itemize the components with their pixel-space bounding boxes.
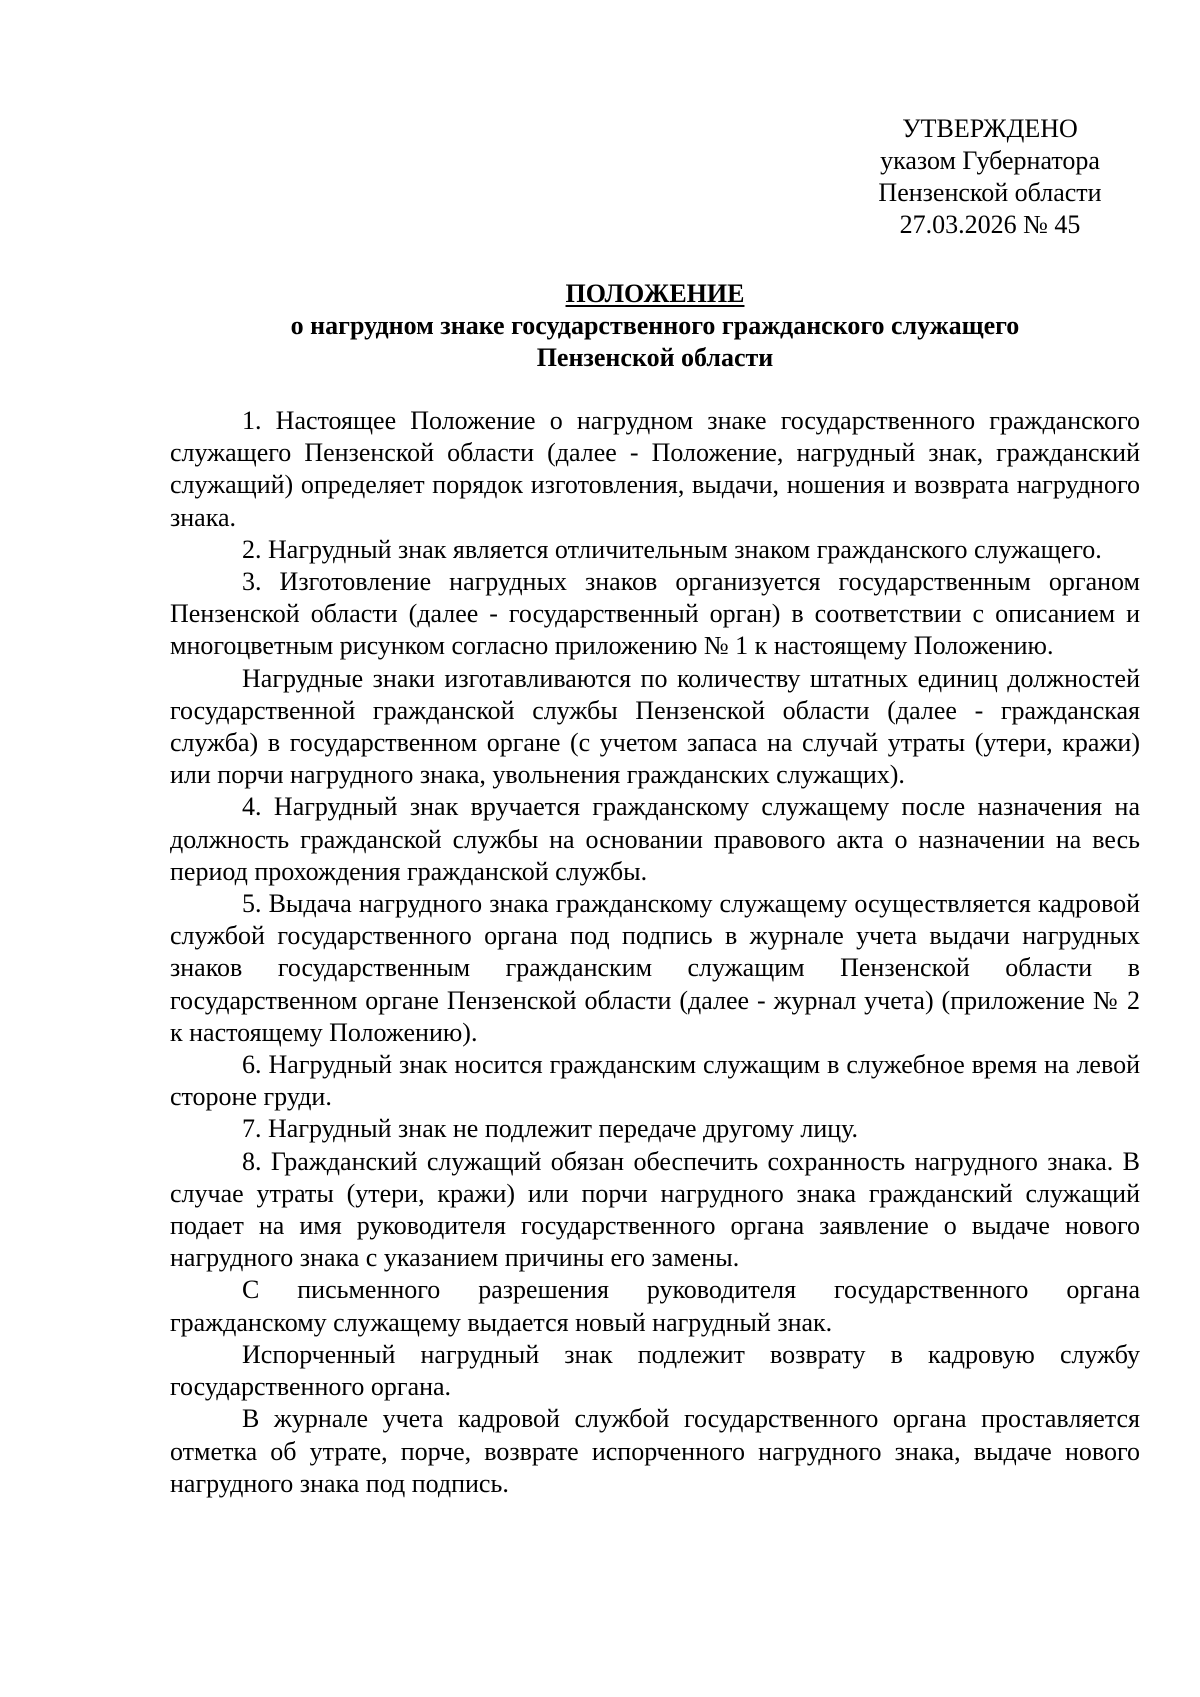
paragraph-1: 1. Настоящее Положение о нагрудном знаке государственного гражданского служащего Пензенской области (далее - Положение, нагрудный знак, гражданский служащий) определяет порядок изготовления, выдачи, ношения и возврата нагрудного знака. [170,406,1140,532]
paragraph-5: 5. Выдача нагрудного знака гражданскому служащему осуществляется кадровой службой государственного органа под подпись в журнале учета выдачи нагрудных знаков государственным гражданским служащим Пензенской области в государственном органе Пензенской области (далее - журнал учета) (приложение № 2 к настоящему Положению). [170,889,1140,1047]
approval-stamp-block [860,113,1120,241]
paragraph-8-permission: С письменного разрешения руководителя государственного органа гражданскому служащему выдается новый нагрудный знак. [170,1275,1140,1337]
paragraph-8-return: Испорченный нагрудный знак подлежит возврату в кадровую службу государственного органа. [170,1339,1140,1402]
document-subtitle-line-1: о нагрудном знаке государственного гражданского служащего [290,311,1020,340]
document-body [170,405,1140,1500]
paragraph-8-journal: В журнале учета кадровой службой государственного органа проставляется отметка об утрате, порче, возврате испорченного нагрудного знака, выдаче нового нагрудного знака под подпись. [170,1404,1140,1498]
paragraph-4: 4. Нагрудный знак вручается гражданскому служащему после назначения на должность гражданской службы на основании правового акта о назначении на весь период прохождения гражданской службы. [170,792,1140,886]
document-title-block [170,278,1140,374]
paragraph-3: 3. Изготовление нагрудных знаков организуется государственным органом Пензенской области (далее - государственный орган) в соответствии с описанием и многоцветным рисунком согласно приложению № 1 к настоящему Положению. [170,567,1140,661]
document-subtitle-line-2: Пензенской области [536,343,774,372]
approval-decree-line: указом Губернатора [880,146,1100,175]
document-title: ПОЛОЖЕНИЕ [565,279,745,308]
paragraph-7: 7. Нагрудный знак не подлежит передаче другому лицу. [242,1114,859,1144]
paragraph-3-continued: Нагрудные знаки изготавливаются по количеству штатных единиц должностей государственной гражданской службы Пензенской области (далее - гражданская служба) в государственном органе (с учетом запаса на случай утраты (утери, кражи) или порчи нагрудного знака, увольнения гражданских служащих). [170,663,1140,790]
paragraph-8: 8. Гражданский служащий обязан обеспечить сохранность нагрудного знака. В случае утраты (утери, кражи) или порчи нагрудного знака гражданский служащий подает на имя руководителя государственного органа заявление о выдаче нового нагрудного знака с указанием причины его замены. [170,1146,1140,1273]
approval-date-number: 27.03.2026 № 45 [899,210,1081,239]
paragraph-6: 6. Нагрудный знак носится гражданским служащим в служебное время на левой стороне груди. [170,1050,1140,1112]
approval-region-line: Пензенской области [878,178,1102,207]
approval-heading: УТВЕРЖДЕНО [902,114,1078,143]
paragraph-2: 2. Нагрудный знак является отличительным знаком гражданского служащего. [242,534,1102,564]
